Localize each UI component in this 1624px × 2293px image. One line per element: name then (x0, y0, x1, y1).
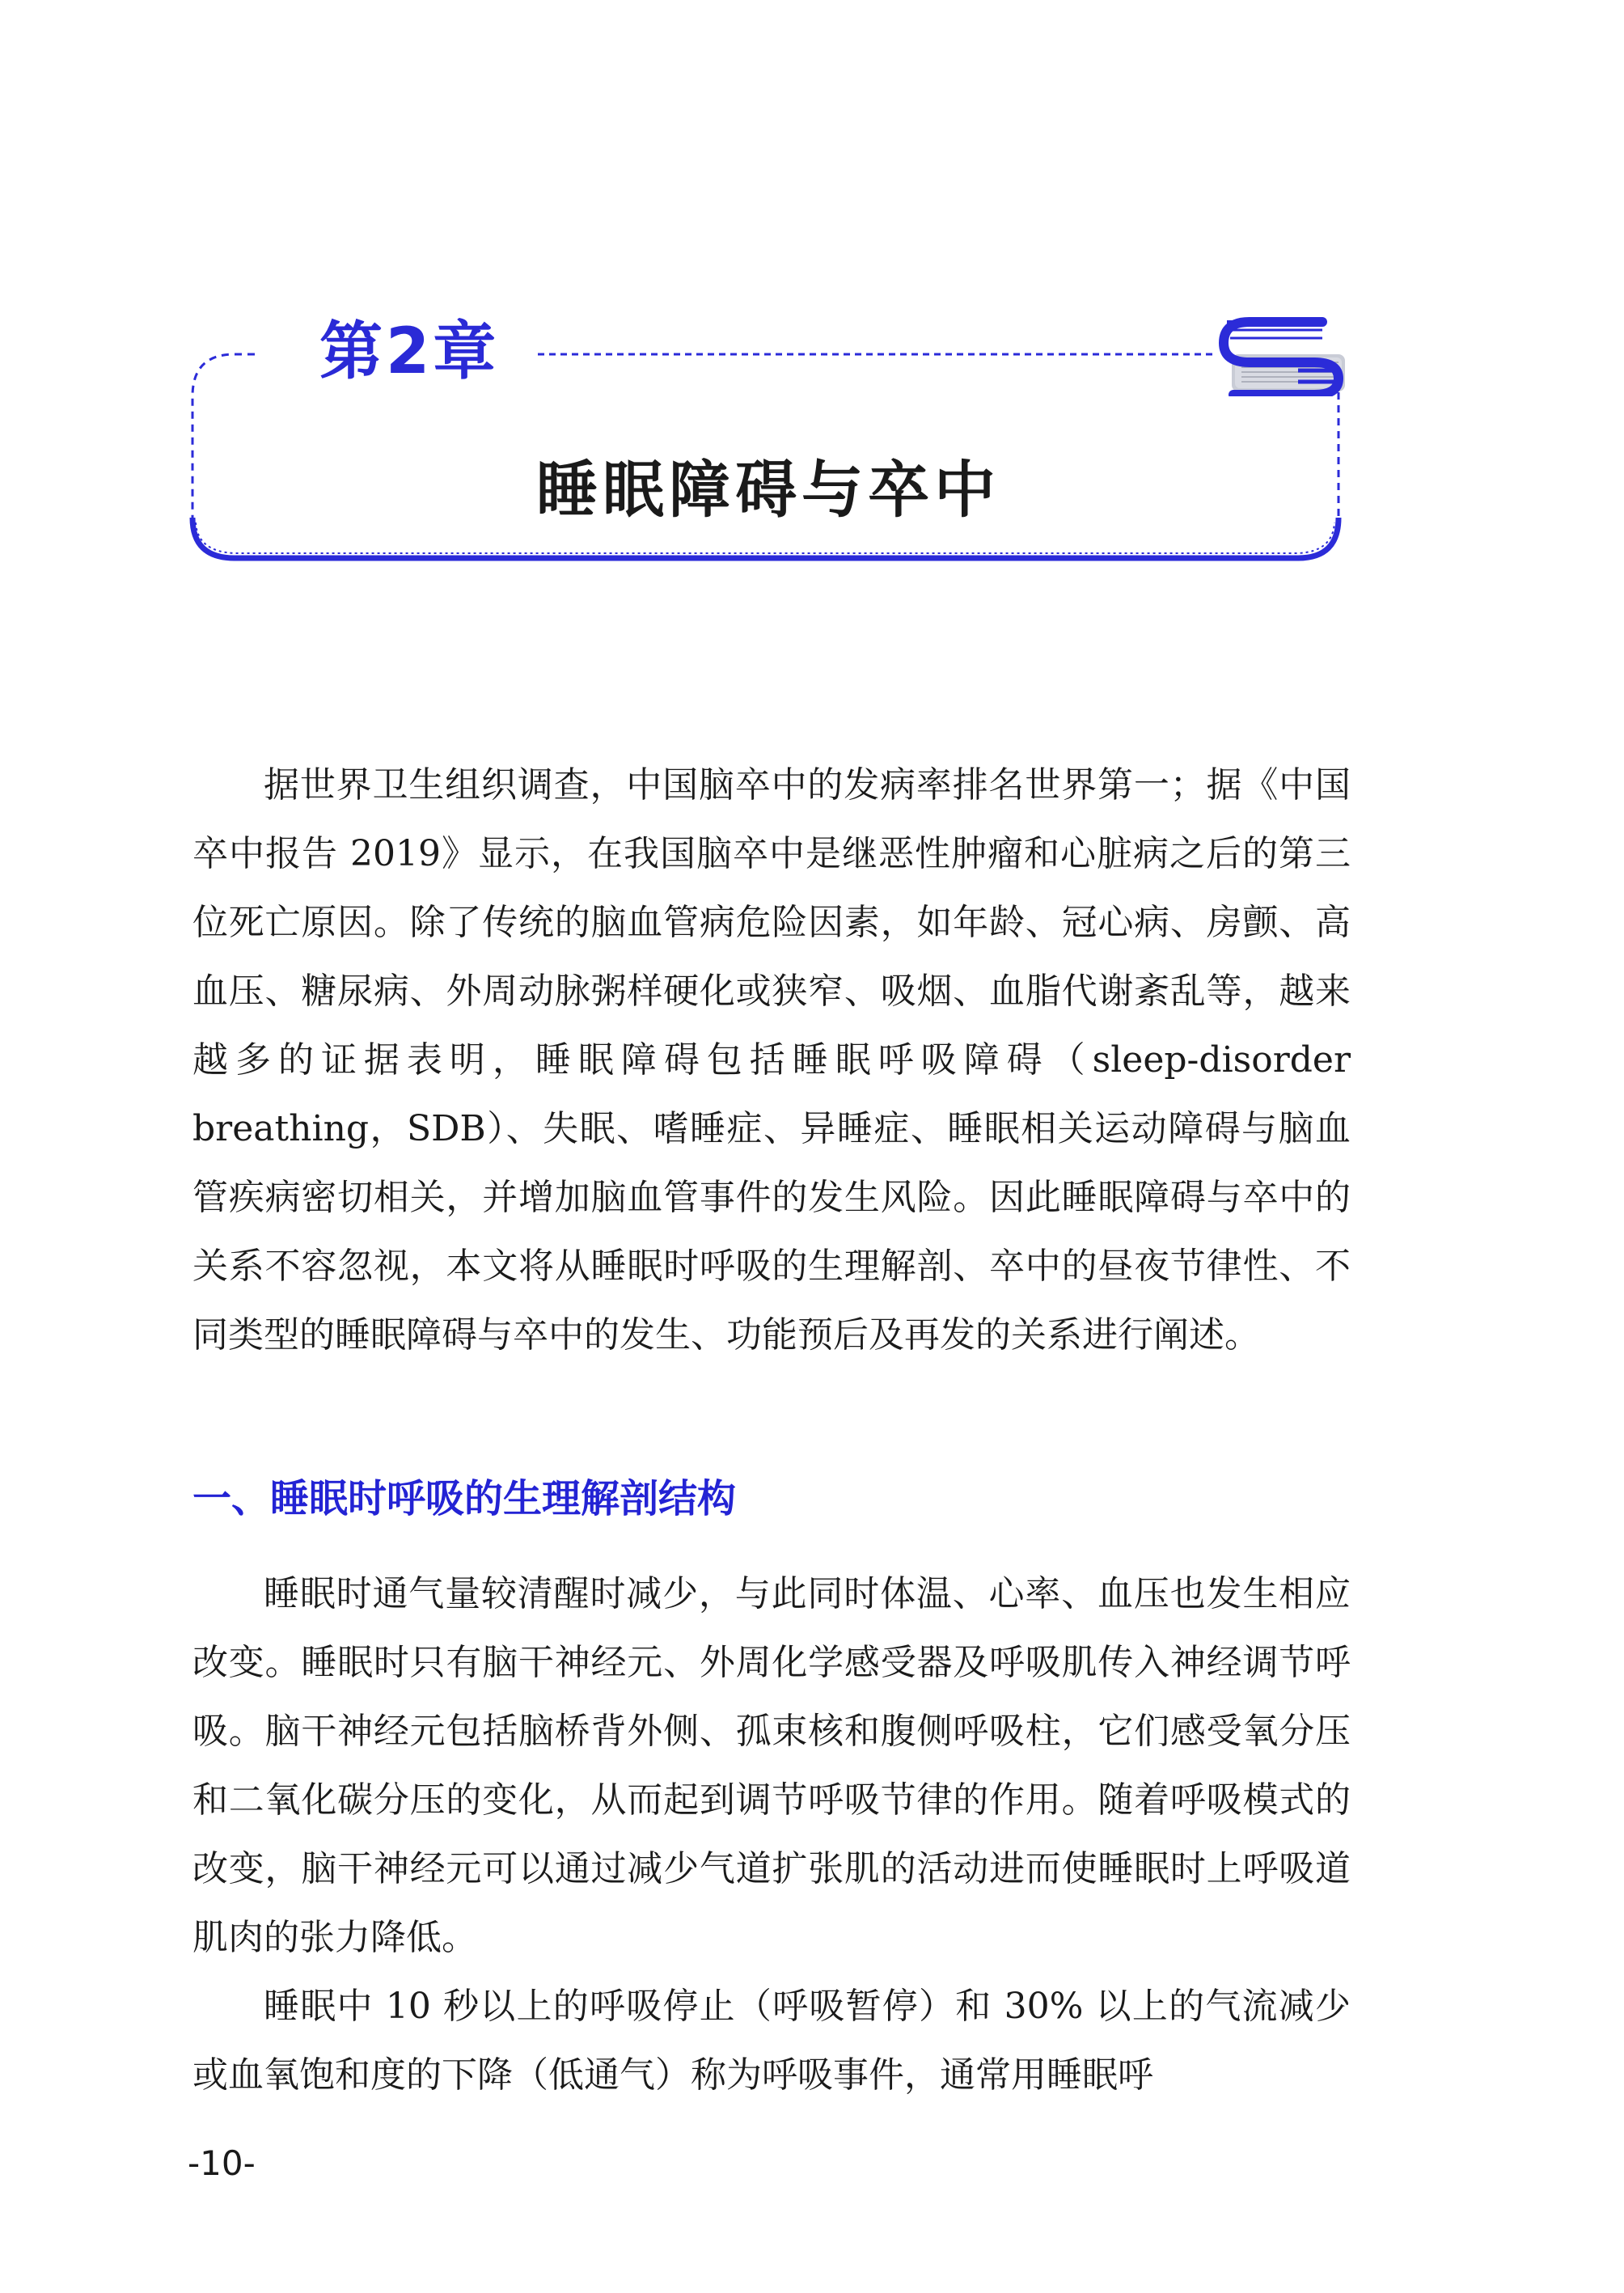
section-heading: 一、睡眠时呼吸的生理解剖结构 (192, 1476, 737, 1521)
section-paragraph: 睡眠时通气量较清醒时减少，与此同时体温、心率、血压也发生相应改变。睡眠时只有脑干神经元、外周化学感受器及呼吸肌传入神经调节呼吸。脑干神经元包括脑桥背外侧、孤束核和腹侧呼吸柱，它们感受氧分压和二氧化碳分压的变化，从而起到调节呼吸节律的作用。随着呼吸模式的改变，脑干神经元可以通过减少气道扩张肌的活动进而使睡眠时上呼吸道肌肉的张力降低。 (192, 1573, 1351, 1958)
chapter-label: 第2章 (319, 315, 500, 388)
intro-text (192, 751, 1351, 1369)
section-text (192, 1559, 1351, 2109)
book-stack-icon (1217, 315, 1347, 396)
page-number: -10- (188, 2143, 256, 2183)
chapter-header (186, 315, 1351, 574)
chapter-title: 睡眠障碍与卒中 (536, 454, 1000, 526)
intro-paragraph: 据世界卫生组织调查，中国脑卒中的发病率排名世界第一；据《中国卒中报告 2019》显示，在我国脑卒中是继恶性肿瘤和心脏病之后的第三位死亡原因。除了传统的脑血管病危险因素，如年龄、冠心病、房颤、高血压、糖尿病、外周动脉粥样硬化或狭窄、吸烟、血脂代谢紊乱等，越来越多的证据表明，睡眠障碍包括睡眠呼吸障碍（sleep-disorder breathing，SDB）、失眠、嗜睡症、异睡症、睡眠相关运动障碍与脑血管疾病密切相关，并增加脑血管事件的发生风险。因此睡眠障碍与卒中的关系不容忽视，本文将从睡眠时呼吸的生理解剖、卒中的昼夜节律性、不同类型的睡眠障碍与卒中的发生、功能预后及再发的关系进行阐述。 (192, 764, 1351, 1356)
section-paragraph: 睡眠中 10 秒以上的呼吸停止（呼吸暂停）和 30% 以上的气流减少或血氧饱和度的下降（低通气）称为呼吸事件，通常用睡眠呼 (192, 1986, 1351, 2096)
